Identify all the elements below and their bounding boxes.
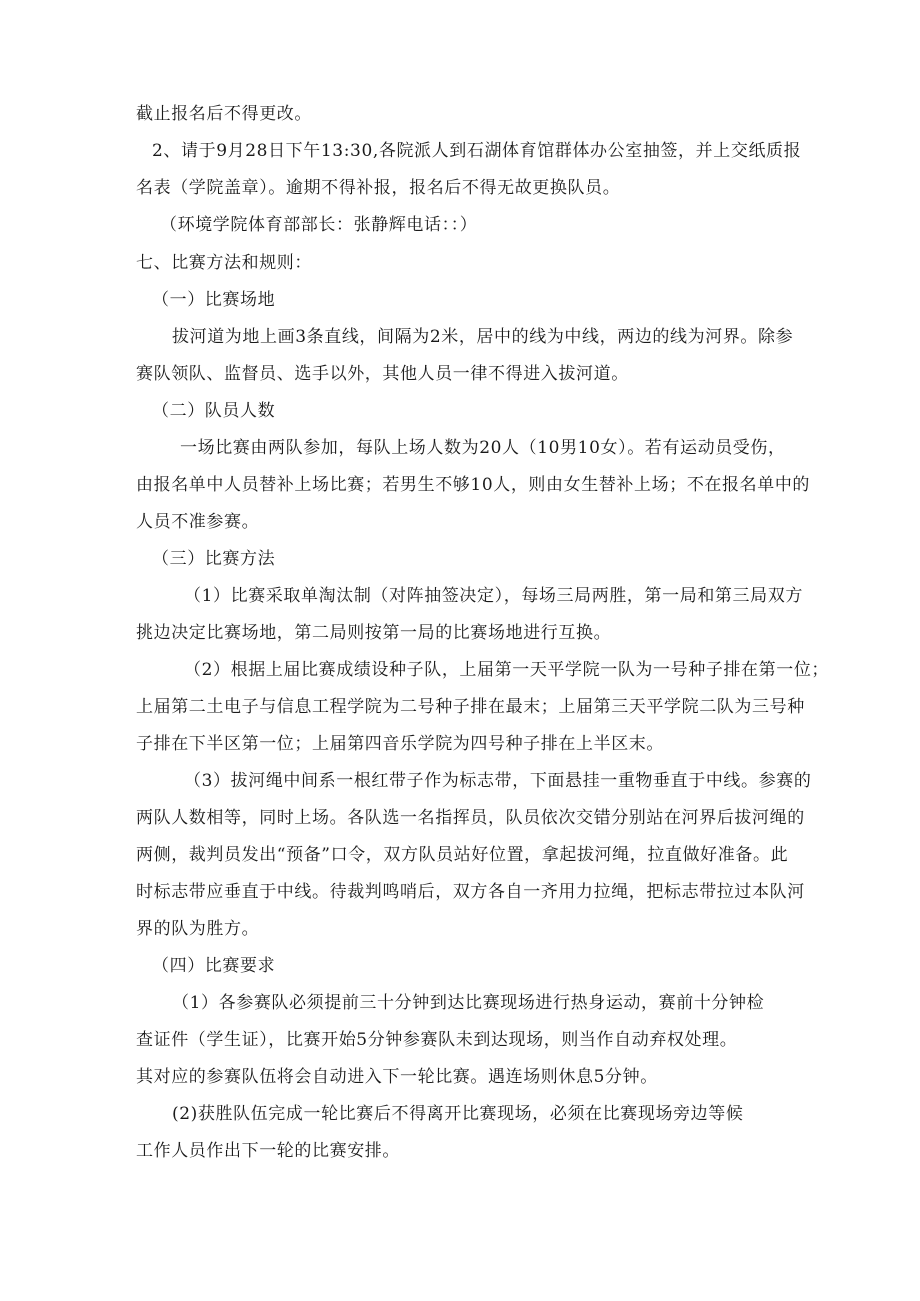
text-line: 两队人数相等，同时上场。各队选一名指挥员，队员依次交错分别站在河界后拔河绳的 [136,808,805,828]
text-line: （2）根据上届比赛成绩设种子队，上届第一天平学院一队为一号种子排在第一位； [184,660,830,680]
text-line: 两侧，裁判员发出“预备”口令，双方队员站好位置，拿起拔河绳，拉直做好准备。此 [136,845,789,865]
text-line: 时标志带应垂直于中线。待裁判鸣哨后，双方各自一齐用力拉绳，把标志带拉过本队河 [136,882,805,902]
text-line: 人员不准参赛。 [136,512,260,532]
subsection-heading: （一）比赛场地 [152,290,276,310]
section-heading: 七、比赛方法和规则： [136,253,312,273]
text-line: 赛队领队、监督员、选手以外，其他人员一律不得进入拔河道。 [136,364,629,384]
text-line: 一场比赛由两队参加，每队上场人数为20人（10男10女）。若有运动员受伤， [180,438,786,458]
text-line: 工作人员作出下一轮的比赛安排。 [136,1141,400,1161]
text-line: 界的队为胜方。 [136,919,260,939]
text-line: （3）拔河绳中间系一根红带子作为标志带，下面悬挂一重物垂直于中线。参赛的 [184,771,812,791]
text-line: 拔河道为地上画3条直线，间隔为2米，居中的线为中线，两边的线为河界。除参 [172,327,794,347]
text-line: （1）各参赛队必须提前三十分钟到达比赛现场进行热身运动，赛前十分钟检 [172,993,765,1013]
text-line: 子排在下半区第一位；上届第四音乐学院为四号种子排在上半区末。 [136,734,664,754]
text-line: 名表（学院盖章）。逾期不得补报，报名后不得无故更换队员。 [136,178,621,198]
text-line: 查证件（学生证），比赛开始5分钟参赛队未到达现场，则当作自动弃权处理。 [136,1030,738,1050]
text-line: 上届第二土电子与信息工程学院为二号种子排在最末；上届第三天平学院二队为三号种 [136,697,805,717]
subsection-heading: （三）比赛方法 [152,549,276,569]
subsection-heading: （四）比赛要求 [152,956,276,976]
text-line: （环境学院体育部部长：张静辉电话：：） [160,215,478,235]
subsection-heading: （二）队员人数 [152,401,276,421]
text-line: (2)获胜队伍完成一轮比赛后不得离开比赛现场，必须在比赛现场旁边等候 [172,1104,744,1124]
text-line: 挑边决定比赛场地，第二局则按第一局的比赛场地进行互换。 [136,623,612,643]
text-line: 其对应的参赛队伍将会自动进入下一轮比赛。遇连场则休息5分钟。 [136,1067,658,1087]
text-line: （1）比赛采取单淘汰制（对阵抽签决定），每场三局两胜，第一局和第三局双方 [184,586,803,606]
text-line: 2、请于9月28日下午13:30,各院派人到石湖体育馆群体办公室抽签，并上交纸质报 [152,141,802,161]
text-line: 截止报名后不得更改。 [136,104,312,124]
text-line: 由报名单中人员替补上场比赛；若男生不够10人，则由女生替补上场；不在报名单中的 [136,475,811,495]
